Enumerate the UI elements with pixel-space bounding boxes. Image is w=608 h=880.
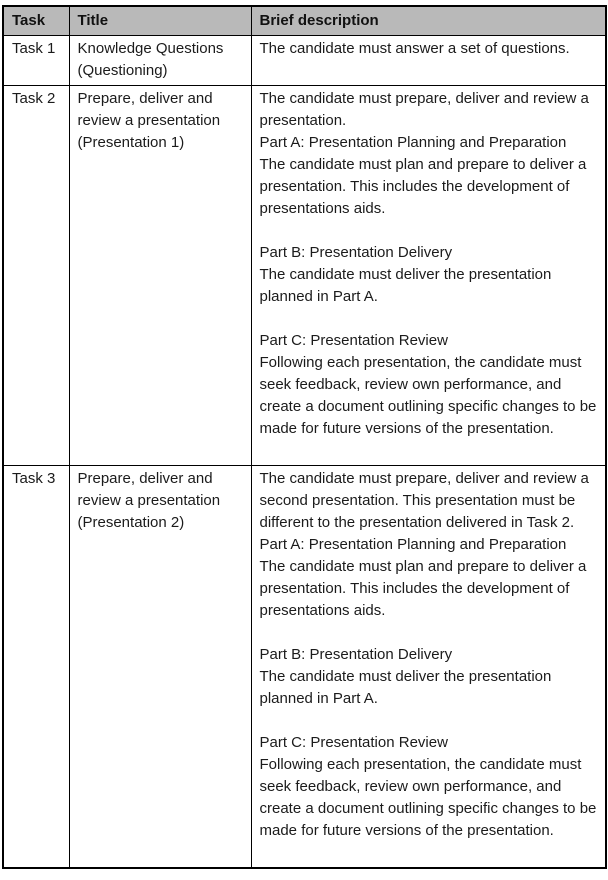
header-cell-title: Title — [69, 6, 251, 36]
description-cell — [251, 466, 606, 869]
header-cell-brief-description: Brief description — [251, 6, 606, 36]
description-cell — [251, 86, 606, 466]
description-paragraph: Part A: Presentation Planning and Preparation — [259, 134, 567, 151]
description-paragraph: Following each presentation, the candidate must seek feedback, review own performance, and create a document outlining specific changes to be made for future versions of the presentation. — [259, 354, 597, 437]
description-paragraph — [260, 308, 598, 330]
description-paragraph: The candidate must prepare, deliver and review a second presentation. This presentation must be different to the presentation delivered in Task 2. — [259, 470, 589, 531]
description-paragraph: The candidate must deliver the presentation planned in Part A. — [259, 668, 552, 707]
task-cell: Task 1 — [3, 36, 69, 86]
description-paragraph: Following each presentation, the candidate must seek feedback, review own performance, and create a document outlining specific changes to be made for future versions of the presentation. — [259, 756, 597, 839]
description-paragraph: Part C: Presentation Review — [259, 734, 448, 751]
title-cell: Prepare, deliver and review a presentation (Presentation 2) — [69, 466, 251, 869]
description-paragraph: The candidate must deliver the presentation planned in Part A. — [259, 266, 552, 305]
description-cell — [251, 36, 606, 86]
description-paragraph: The candidate must plan and prepare to deliver a presentation. This includes the development of presentations aids. — [259, 156, 587, 217]
description-paragraph: The candidate must plan and prepare to deliver a presentation. This includes the development of presentations aids. — [259, 558, 587, 619]
description-paragraph: Part A: Presentation Planning and Preparation — [259, 536, 567, 553]
table-row-task-2 — [3, 86, 606, 466]
table-row-task-3 — [3, 466, 606, 869]
description-paragraph — [260, 710, 598, 732]
table-header-row — [3, 6, 606, 36]
description-paragraph — [260, 842, 598, 864]
description-paragraph: The candidate must prepare, deliver and review a presentation. — [259, 90, 589, 129]
description-paragraph: Part C: Presentation Review — [259, 332, 448, 349]
task-cell: Task 3 — [3, 466, 69, 869]
description-paragraph: The candidate must answer a set of questions. — [259, 40, 570, 57]
assessment-tasks-table — [2, 5, 607, 869]
description-paragraph: Part B: Presentation Delivery — [259, 244, 453, 261]
title-cell: Prepare, deliver and review a presentation (Presentation 1) — [69, 86, 251, 466]
task-cell: Task 2 — [3, 86, 69, 466]
title-cell: Knowledge Questions (Questioning) — [69, 36, 251, 86]
description-paragraph — [260, 622, 598, 644]
header-cell-task: Task — [3, 6, 69, 36]
description-paragraph: Part B: Presentation Delivery — [259, 646, 453, 663]
description-paragraph — [260, 220, 598, 242]
description-paragraph — [260, 440, 598, 462]
table-row-task-1 — [3, 36, 606, 86]
